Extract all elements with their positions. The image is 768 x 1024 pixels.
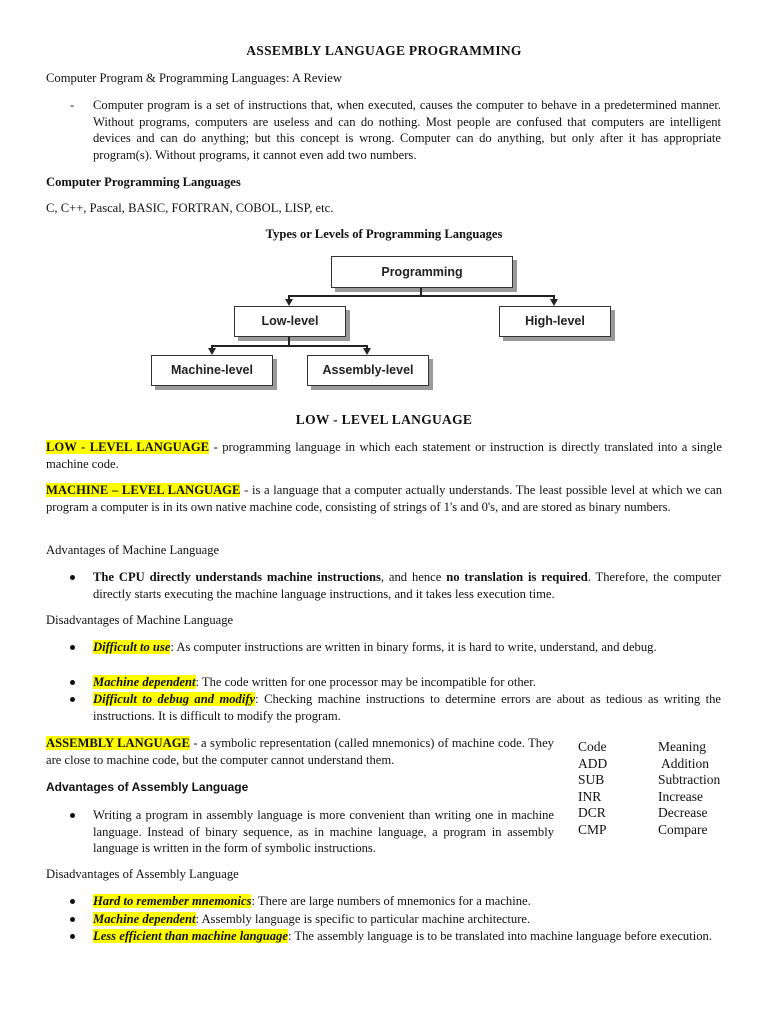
- table-row: [578, 822, 741, 839]
- bullet-dot: [70, 697, 75, 702]
- diagram-node-assembly-level: [307, 355, 429, 386]
- meaning-cell: Addition: [661, 755, 710, 771]
- dis-machine-item: [93, 691, 721, 724]
- term-highlight: MACHINE – LEVEL LANGUAGE: [46, 483, 241, 497]
- meaning-cell: Increase: [658, 788, 703, 804]
- arrow-head: [550, 299, 558, 306]
- term-highlight: Difficult to debug and modify: [93, 692, 256, 706]
- diagram-node-label: Programming: [381, 264, 463, 279]
- body-text: : There are large numbers of mnemonics for a machine.: [251, 894, 531, 908]
- term-highlight: Machine dependent: [93, 675, 196, 689]
- dis-asm-heading: Disadvantages of Assembly Language: [46, 867, 239, 881]
- term-highlight: Machine dependent: [93, 912, 196, 926]
- diagram-node-label: Low-level: [261, 314, 319, 329]
- body-text: : The assembly language is to be translated into machine language before execution.: [287, 929, 712, 943]
- definition-text: - programming language in which each statement or instruction is directly translated into a single machine code.: [46, 440, 722, 471]
- meaning-cell: Decrease: [658, 805, 708, 821]
- body-text: : Assembly language is specific to particular machine architecture.: [195, 912, 531, 926]
- column-header-code: Code: [578, 739, 607, 754]
- bullet-dot: [70, 917, 75, 922]
- bullet-dot: [70, 934, 75, 939]
- diagram-node-label: High-level: [525, 314, 585, 329]
- assembly-definition: [46, 735, 554, 768]
- table-row: [578, 805, 741, 822]
- table-row: [578, 772, 741, 789]
- arrow-head: [363, 348, 371, 355]
- code-cell: INR: [578, 788, 602, 804]
- diagram-node-label: Assembly-level: [322, 363, 414, 378]
- definition-text: - a symbolic representation (called mnemonics) of machine code. They are close to machine code, but the computer cannot understand them.: [46, 736, 554, 767]
- dis-asm-item: [93, 928, 721, 945]
- term-highlight: Difficult to use: [93, 640, 171, 654]
- bullet-dot: [70, 680, 75, 685]
- dis-machine-heading: Disadvantages of Machine Language: [46, 613, 234, 627]
- review-heading: Computer Program & Programming Languages: A Review: [46, 71, 342, 85]
- diagram-node-low-level: [234, 306, 346, 337]
- diagram-node-machine-level: [151, 355, 273, 386]
- code-cell: ADD: [578, 755, 608, 771]
- body-text: : The code written for one processor may be incompatible for other.: [195, 675, 536, 689]
- diagram-node-programming: [331, 256, 513, 288]
- dis-machine-item: [93, 639, 721, 656]
- column-header-meaning: Meaning: [658, 739, 706, 754]
- mnemonic-table: [578, 739, 741, 839]
- bullet-dot: [70, 645, 75, 650]
- cpl-list: C, C++, Pascal, BASIC, FORTRAN, COBOL, LISP, etc.: [46, 201, 334, 215]
- term-highlight: LOW - LEVEL LANGUAGE: [46, 440, 210, 454]
- machine-level-definition: [46, 482, 722, 515]
- bold-text: The CPU directly understands machine instructions: [93, 570, 381, 584]
- cpl-heading: Computer Programming Languages: [46, 175, 241, 189]
- bullet-dot: [70, 899, 75, 904]
- arrow-head: [285, 299, 293, 306]
- low-level-definition: [46, 439, 722, 472]
- adv-machine-item: [93, 569, 721, 602]
- meaning-cell: Compare: [658, 821, 708, 837]
- body-text: : Checking machine instructions to determine errors are about as tedious as writing the instructions. It is difficult to modify the program.: [93, 692, 721, 723]
- adv-machine-heading: Advantages of Machine Language: [46, 543, 220, 557]
- adv-asm-item: Writing a program in assembly language is more convenient than writing one in machine language. Instead of binary sequence, as in machine language, a program in assembly language is written in the form of symbolic instructions.: [93, 808, 554, 855]
- dis-machine-item: [93, 674, 721, 691]
- diagram-node-high-level: [499, 306, 611, 337]
- table-header-row: [578, 739, 741, 756]
- term-highlight: Hard to remember mnemonics: [93, 894, 252, 908]
- diagram-node-label: Machine-level: [171, 363, 253, 378]
- arrow-head: [208, 348, 216, 355]
- bullet-dot: [70, 575, 75, 580]
- connector-line: [288, 295, 554, 297]
- section-title-low-level: LOW - LEVEL LANGUAGE: [295, 412, 473, 427]
- term-highlight: ASSEMBLY LANGUAGE: [46, 736, 190, 750]
- body-text: : As computer instructions are written in binary forms, it is hard to write, understand, and debug.: [170, 640, 657, 654]
- body-text: , and hence: [380, 570, 447, 584]
- bullet-dot: [70, 813, 75, 818]
- review-paragraph: Computer program is a set of instructions that, when executed, causes the computer to behave in a predetermined manner. Without programs, computers are useless and can do nothing. Most people are confused that computers are intelligent devices and can do anything; but this concept is wrong. Computer can do anything, but only after it has appropriate program(s). Without programs, it cannot even add two numbers.: [93, 98, 721, 162]
- bold-text: no translation is required: [446, 570, 588, 584]
- body-text: . Therefore, the computer directly starts executing the machine language instructions, and it takes less execution time.: [93, 570, 721, 601]
- code-cell: SUB: [578, 772, 605, 788]
- term-highlight: Less efficient than machine language: [93, 929, 288, 943]
- code-cell: DCR: [578, 805, 606, 821]
- definition-text: - is a language that a computer actually understands. The least possible level at which we can program a computer is in its own native machine code, consisting of strings of 1's and 0's, and are stored as binary numbers.: [46, 483, 723, 514]
- code-cell: CMP: [578, 821, 607, 837]
- types-heading: Types or Levels of Programming Languages: [265, 227, 503, 241]
- connector-line: [211, 345, 367, 347]
- dis-asm-item: [93, 911, 721, 928]
- adv-asm-heading: Advantages of Assembly Language: [46, 780, 249, 794]
- dis-asm-item: [93, 893, 721, 910]
- table-row: [578, 756, 741, 773]
- page-title: ASSEMBLY LANGUAGE PROGRAMMING: [246, 43, 522, 58]
- table-row: [578, 789, 741, 806]
- meaning-cell: Subtraction: [658, 772, 721, 788]
- dash-bullet: -: [70, 98, 75, 112]
